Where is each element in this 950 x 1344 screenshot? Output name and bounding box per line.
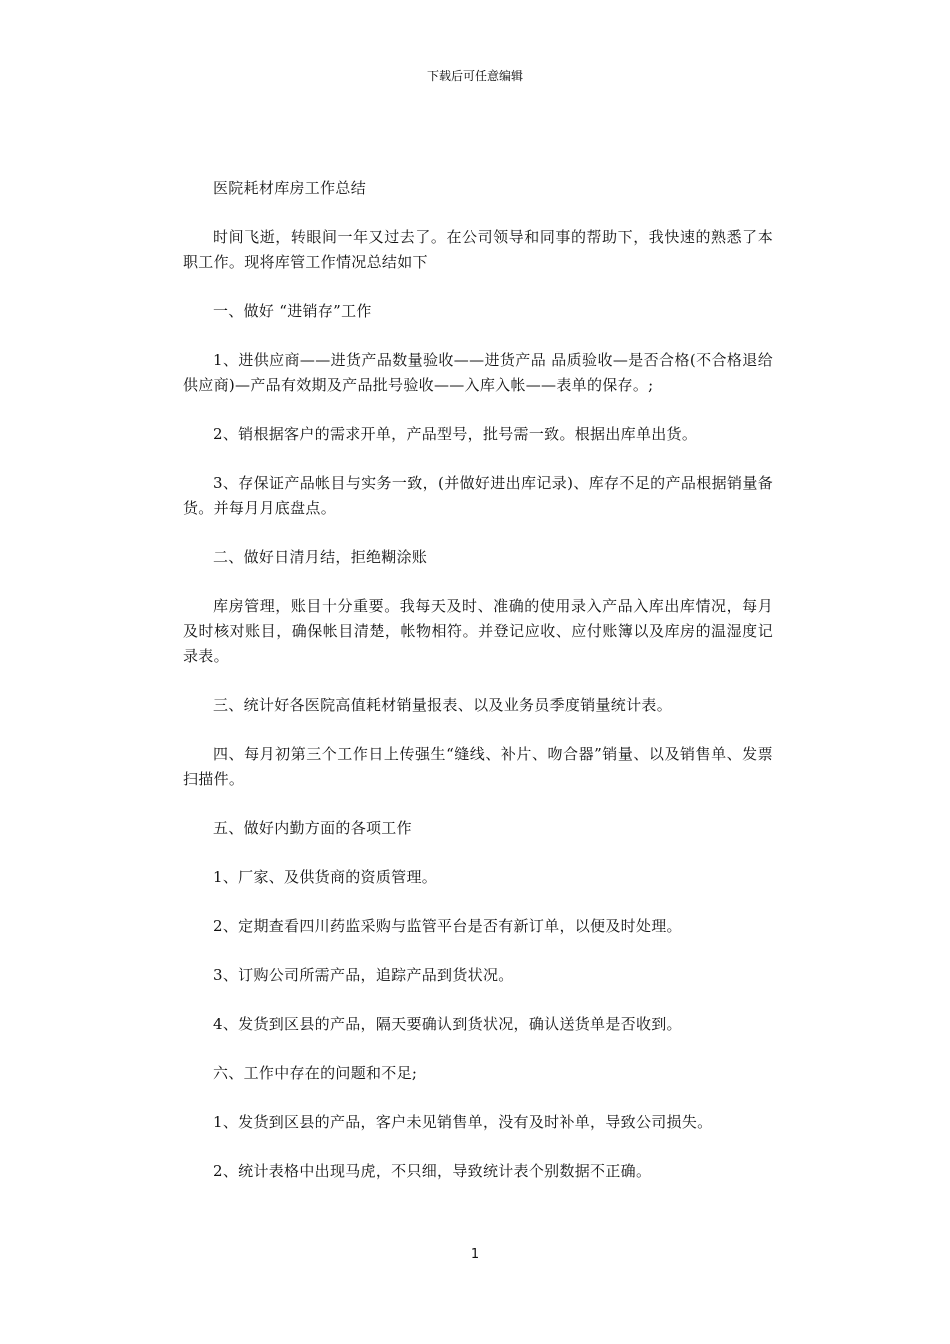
list-item: 1、发货到区县的产品，客户未见销售单，没有及时补单，导致公司损失。: [213, 1113, 713, 1131]
list-item: 3、存保证产品帐目与实务一致，(并做好进出库记录)、库存不足的产品根据销量备货。并每月月底盘点。: [183, 474, 773, 517]
section-heading-6: 六、工作中存在的问题和不足;: [213, 1064, 418, 1082]
list-item: 1、厂家、及供货商的资质管理。: [213, 868, 438, 886]
body-paragraph: 库房管理，账目十分重要。我每天及时、准确的使用录入产品入库出库情况，每月及时核对账目，确保帐目清楚，帐物相符。并登记应收、应付账簿以及库房的温湿度记录表。: [183, 597, 773, 665]
page-number: 1: [470, 1247, 480, 1262]
page-header: 下载后可任意编辑: [426, 69, 523, 83]
list-item: 1、进供应商——进货产品数量验收——进货产品 品质验收—是否合格(不合格退给供应商)—产品有效期及产品批号验收——入库入帐——表单的保存。;: [183, 351, 773, 394]
section-heading-2: 二、做好日清月结，拒绝糊涂账: [213, 548, 428, 566]
section-heading-1: 一、做好 “进销存”工作: [213, 302, 372, 320]
section-heading-4: 四、每月初第三个工作日上传强生“缝线、补片、吻合器”销量、以及销售单、发票扫描件。: [183, 745, 773, 788]
list-item: 2、定期查看四川药监采购与监管平台是否有新订单，以便及时处理。: [213, 917, 682, 935]
section-heading-5: 五、做好内勤方面的各项工作: [213, 819, 412, 837]
list-item: 2、销根据客户的需求开单，产品型号，批号需一致。根据出库单出货。: [213, 425, 698, 443]
document-title: 医院耗材库房工作总结: [213, 179, 367, 197]
section-heading-3: 三、统计好各医院高值耗材销量报表、以及业务员季度销量统计表。: [213, 696, 673, 714]
document-body: [183, 176, 773, 1208]
list-item: 2、统计表格中出现马虎，不只细，导致统计表个别数据不正确。: [213, 1162, 652, 1180]
intro-paragraph: 时间飞逝，转眼间一年又过去了。在公司领导和同事的帮助下，我快速的熟悉了本职工作。现将库管工作情况总结如下: [183, 228, 773, 271]
list-item: 4、发货到区县的产品，隔天要确认到货状况，确认送货单是否收到。: [213, 1015, 682, 1033]
list-item: 3、订购公司所需产品，追踪产品到货状况。: [213, 966, 514, 984]
